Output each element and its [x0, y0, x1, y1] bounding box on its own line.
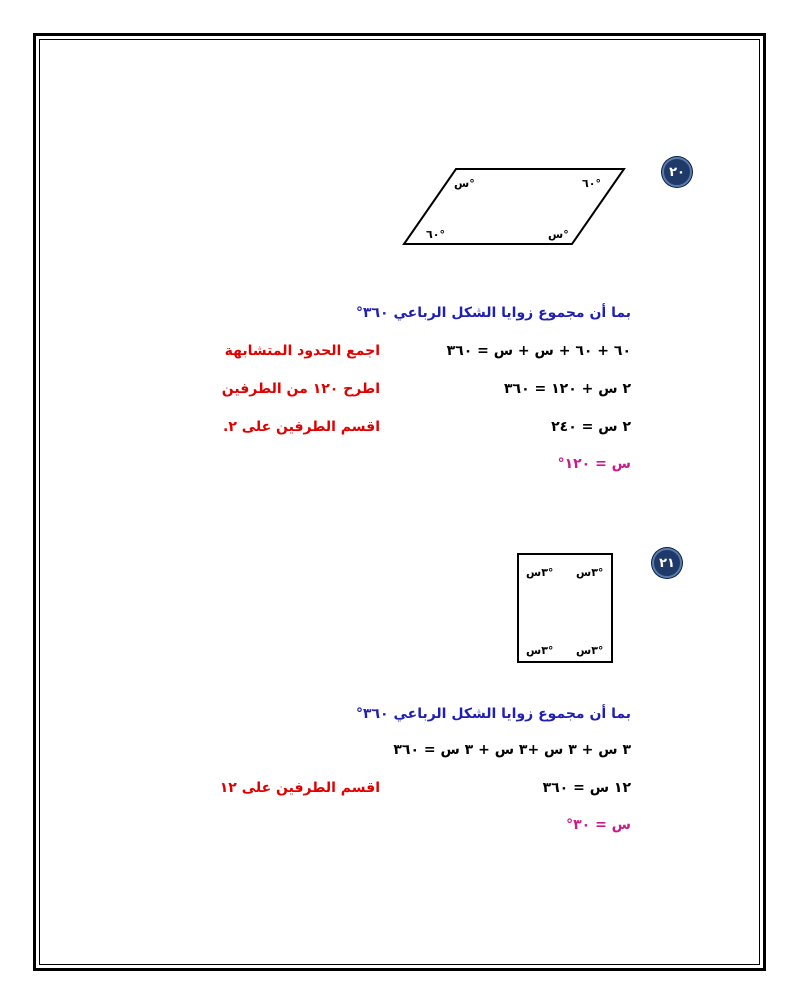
- problem-20-step-3-note: اقسم الطرفين على ٢.: [222, 419, 380, 435]
- problem-20-step-2-equation: ٢ س + ١٢٠ = ٣٦٠: [504, 381, 631, 397]
- angle-label-bottom-right: س°: [548, 228, 569, 241]
- problem-20-step-1-equation: ٦٠ + ٦٠ + س + س = ٣٦٠: [446, 343, 631, 359]
- problem-21-step-1-equation: ٣ س + ٣ س +٣ س + ٣ س = ٣٦٠: [393, 742, 631, 758]
- angle-label-top-left: ٣س°: [526, 566, 554, 579]
- problem-21-step-2-equation: ١٢ س = ٣٦٠: [542, 780, 631, 796]
- angle-label-top-left: س°: [454, 177, 475, 190]
- problem-20-step-1-note: اجمع الحدود المتشابهة: [224, 343, 380, 359]
- problem-21-result: س = ٣٠°: [566, 817, 631, 833]
- problem-21-intro: بما أن مجموع زوايا الشكل الرباعي ٣٦٠°: [355, 706, 631, 722]
- problem-20-result: س = ١٢٠°: [557, 456, 631, 472]
- rectangle-figure: [514, 550, 616, 666]
- problem-20-intro: بما أن مجموع زوايا الشكل الرباعي ٣٦٠°: [355, 305, 631, 321]
- problem-21-number-badge: ٢١: [652, 548, 682, 578]
- angle-label-bottom-right: ٣س°: [576, 644, 604, 657]
- angle-label-bottom-left: ٣س°: [526, 644, 554, 657]
- problem-20-number-badge: ٢٠: [662, 157, 692, 187]
- problem-20-step-3-equation: ٢ س = ٢٤٠: [551, 419, 631, 435]
- angle-label-top-right: ٣س°: [576, 566, 604, 579]
- problem-20-step-2-note: اطرح ١٢٠ من الطرفين: [221, 381, 380, 397]
- parallelogram-figure: [396, 165, 636, 250]
- problem-21-step-2-note: اقسم الطرفين على ١٢: [219, 780, 380, 796]
- angle-label-top-right: ٦٠°: [582, 177, 601, 190]
- angle-label-bottom-left: ٦٠°: [426, 228, 445, 241]
